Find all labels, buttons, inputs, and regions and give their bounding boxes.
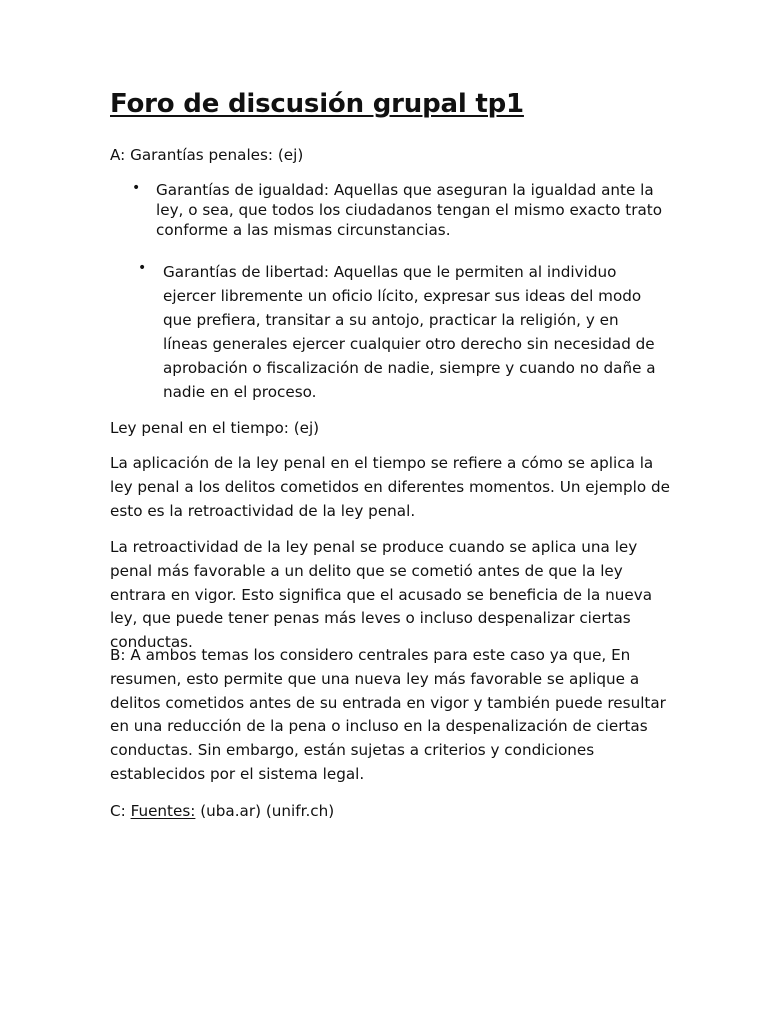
list-item: [110, 180, 670, 240]
sources-list: (uba.ar) (unifr.ch): [195, 802, 335, 820]
section-a-heading: A: Garantías penales: (ej): [110, 146, 304, 164]
section-c-sources: [110, 800, 670, 824]
section-b-paragraph: B: A ambos temas los considero centrales para este caso ya que, En resumen, esto permite que una nueva ley más favorable se aplique a delitos cometidos antes de su entrada en vigor y también puede resultar en una reducción de la pena o incluso en la despenalización de ciertas conductas. Sin embargo, están sujetas a criterios y condiciones establecidos por el sistema legal.: [110, 646, 666, 783]
bullet-text-igualdad: Garantías de igualdad: Aquellas que aseguran la igualdad ante la ley, o sea, que todos los ciudadanos tengan el mismo exacto trato conforme a las mismas circunstancias.: [156, 181, 663, 239]
document-page: [110, 84, 670, 820]
document-title: Foro de discusión grupal tp1: [110, 89, 524, 119]
paragraph-retroactividad: La retroactividad de la ley penal se produce cuando se aplica una ley penal más favorable a un delito que se cometió antes de que la ley entrara en vigor. Esto significa que el acusado se beneficia de la nueva ley, que puede tener penas más leves o incluso despenalizar ciertas conductas.: [110, 538, 653, 652]
list-item: [110, 260, 670, 404]
bullet-list-2: [110, 260, 670, 404]
bullet-text-libertad: Garantías de libertad: Aquellas que le permiten al individuo ejercer libremente un oficio lícito, expresar sus ideas del modo que prefiera, transitar a su antojo, practicar la religión, y en líneas generales ejercer cualquier otro derecho sin necesidad de aprobación o fiscalización de nadie, siempre y cuando no dañe a nadie en el proceso.: [163, 263, 656, 401]
bullet-list-1: [110, 180, 670, 240]
section-c-prefix: C:: [110, 802, 131, 820]
bullet-icon: •: [132, 180, 141, 196]
fuentes-link[interactable]: Fuentes:: [130, 802, 196, 820]
bullet-icon: •: [138, 260, 147, 276]
ley-penal-heading: Ley penal en el tiempo: (ej): [110, 419, 320, 437]
paragraph-aplicacion: La aplicación de la ley penal en el tiempo se refiere a cómo se aplica la ley penal a los delitos cometidos en diferentes momentos. Un ejemplo de esto es la retroactividad de la ley penal.: [110, 454, 670, 520]
